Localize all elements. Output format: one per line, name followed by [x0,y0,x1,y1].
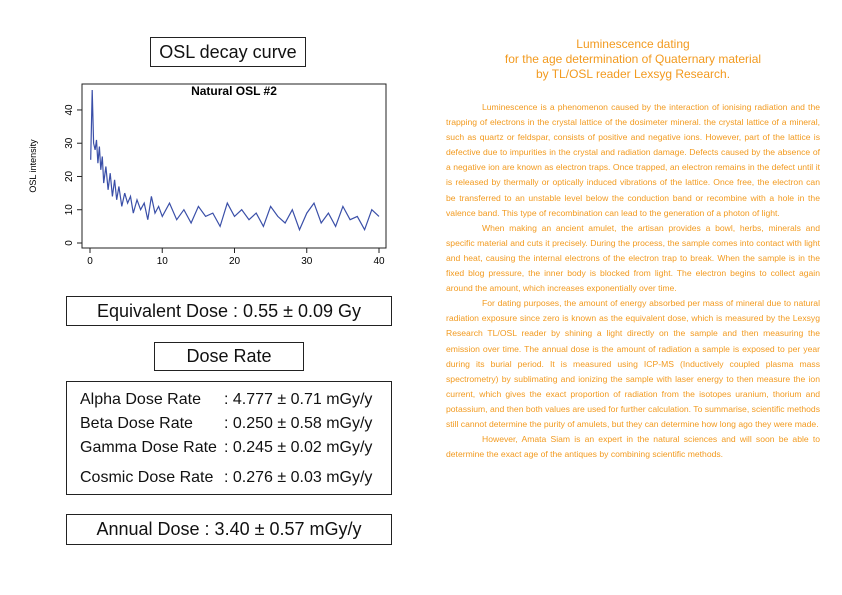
plot-frame [82,84,386,248]
article-title-line: by TL/OSL reader Lexsyg Research. [535,67,731,81]
y-axis-label: OSL intensity [28,139,38,193]
annual-dose-text: Annual Dose : 3.40 ± 0.57 mGy/y [96,519,362,539]
osl-decay-chart [24,76,394,286]
chart-title: Natural OSL #2 [191,84,277,98]
rate-label: Cosmic Dose Rate [80,469,214,486]
x-tick-label: 10 [156,256,168,267]
article-paragraph: Luminescence is a phenomenon caused by the interaction of ionising radiation and the trapping of electrons in the crystal lattice of the dosimeter mineral. the crystal lattice of a mineral, such as quartz or feldspar, consists of positive and negative ions. However, part of the lattice is defective due to impurities in the crystal and radiation damage. Defects caused by the absence of a negative ion are known as electron traps. Once trapped, an electron remains in the defect until it is released by thermally or optically induced vibrations of the lattice. Once free, the electron can be transferred to an unstable level below the conduction band or recombine with a hole in the valence band. This type of recombination can lead to the generation of a photon of light. [446,102,820,218]
rate-label: Gamma Dose Rate [80,439,217,456]
rate-label: Beta Dose Rate [80,415,193,432]
beta-dose-rate-row [80,415,372,433]
x-tick-label: 20 [228,256,241,267]
y-tick-label: 40 [64,104,75,116]
rate-value: : 0.276 ± 0.03 mGy/y [224,469,373,486]
y-tick-label: 0 [64,240,75,246]
y-tick-label: 30 [64,137,75,149]
x-tick-label: 0 [87,256,93,267]
gamma-dose-rate-row [80,439,372,457]
equivalent-dose-text: Equivalent Dose : 0.55 ± 0.09 Gy [96,300,362,321]
cosmic-dose-rate-row [80,469,372,487]
article-paragraph: However, Amata Siam is an expert in the natural sciences and will soon be able to determine the exact age of the antiques by combining scientific methods. [446,434,820,460]
dose-rate-title-box [154,342,304,371]
equivalent-dose-box [66,296,392,326]
x-tick-label: 30 [301,256,313,267]
article-title-line: for the age determination of Quaternary material [504,52,762,66]
article-paragraph: When making an ancient amulet, the artisan provides a bowl, herbs, minerals and specific material and cuts it precisely. During the process, the sample comes into contact with light and heat, causing the internal electrons of the electron trap to break. When the sample is in the fixed blog pressure, the inner body is blocked from light. The electron begins to collect again around the amount, which increases exponentially over time. [446,222,820,294]
dose-rate-title: Dose Rate [186,346,272,366]
rate-value: : 0.245 ± 0.02 mGy/y [224,439,373,456]
y-tick-label: 10 [64,204,75,216]
osl-series-line [91,90,379,230]
rate-label: Alpha Dose Rate [80,391,201,408]
article-body [446,100,820,462]
article-title-line: Luminescence dating [576,37,690,51]
y-tick-label: 20 [64,170,75,183]
article-title [446,37,820,82]
rate-value: : 4.777 ± 0.71 mGy/y [224,391,373,408]
rate-value: : 0.250 ± 0.58 mGy/y [224,415,373,432]
alpha-dose-rate-row [80,391,372,409]
osl-decay-title-box [150,37,306,67]
dose-rates-box [66,381,392,495]
article-paragraph: For dating purposes, the amount of energy absorbed per mass of mineral due to natural radiation exposure since zero is known as the equivalent dose, which is measured by the Lexsyg Research TL/OSL reader by shining a light directly on the sample and then measuring the emission over time. The annual dose is the amount of radiation a sample is exposed to per year during its burial period. It is measured using ICP-MS (Inductively coupled plasma mass spectrometry) by sublimating and ionizing the sample with laser energy to then measure the ion current, which gives the exact proportion of radiation from the isotopes uranium, thorium and potassium, and then both values are used for further calculation. To summarise, scientific methods still cannot determine the purity of amulets, but they can determine how long ago they were made. [446,298,820,429]
osl-decay-title: OSL decay curve [159,41,297,62]
annual-dose-box [66,514,392,545]
x-tick-label: 40 [373,256,385,267]
